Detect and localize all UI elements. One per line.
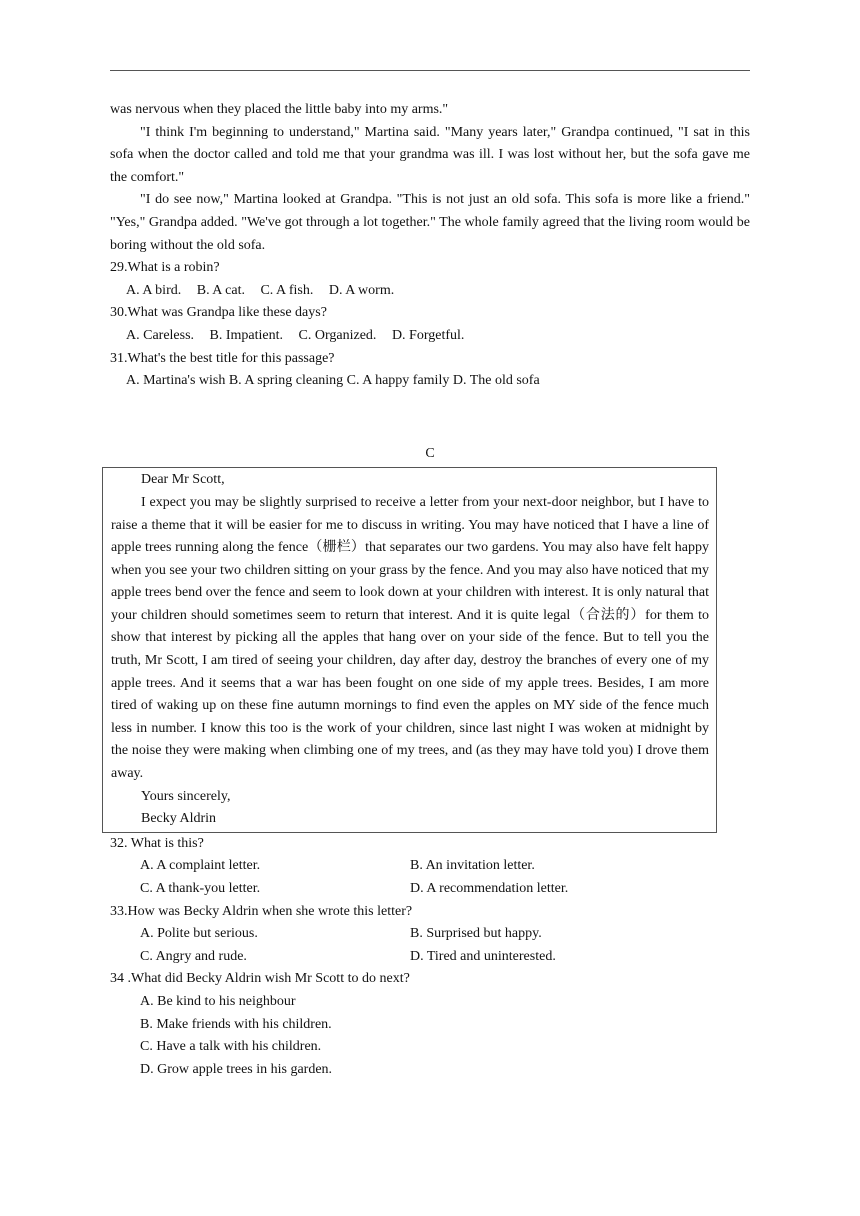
question-text: 30.What was Grandpa like these days? [110,305,327,321]
question-options [140,991,750,1081]
question-options [126,325,750,348]
option: C. A fish. [260,282,314,298]
story-paragraph: "I think I'm beginning to understand," Martina said. "Many years later," Grandpa continued, "I sat in this sofa when the doctor called and told me that your grandma was ill. I was lost without her, but the sofa gave me the comfort." [110,124,750,185]
letter-box [102,467,717,833]
section-title: C [425,445,435,461]
option: A. Polite but serious. [140,926,258,942]
question-34 [110,968,750,1081]
header-rule [110,70,750,71]
option: C. Have a talk with his children. [140,1039,322,1055]
question-text: 31.What's the best title for this passage? [110,350,335,366]
option: B. Make friends with his children. [140,1016,332,1032]
question-options [126,280,750,303]
question-29 [110,257,750,302]
question-text: 29.What is a robin? [110,260,220,276]
question-31 [110,348,750,393]
question-30 [110,302,750,347]
option: A. Careless. [126,327,195,343]
option: D. A recommendation letter. [410,881,569,896]
document-content [110,99,750,1081]
letter-salutation: Dear Mr Scott, [141,472,225,488]
story-paragraph: "I do see now," Martina looked at Grandpa. "This is not just an old sofa. This sofa is more like a friend." "Yes," Grandpa added. "We've got through a lot together." The whole family agreed that the living room would be boring without the old sofa. [110,192,750,253]
option: A. A complaint letter. [140,858,261,874]
option: C. A thank-you letter. [140,881,261,896]
question-options: A. Martina's wish B. A spring cleaning C. A happy family D. The old sofa [126,373,540,389]
option: C. Organized. [298,327,377,343]
option: B. Impatient. [209,327,284,343]
question-options [140,855,750,900]
option: D. Forgetful. [391,327,465,343]
question-text: 32. What is this? [110,835,204,851]
option: A. A bird. [126,282,182,298]
option: B. An invitation letter. [410,858,535,874]
question-text: 34 .What did Becky Aldrin wish Mr Scott to do next? [110,971,410,987]
option: D. A worm. [328,282,395,298]
question-32 [110,833,750,901]
letter-body: I expect you may be slightly surprised to receive a letter from your next-door neighbor, but I have to raise a theme that it will be easier for me to discuss in writing. You may have noticed that I have a line of apple trees running along the fence（栅栏）that separates our two gardens. You may also have felt happy when you see your two children sitting on your grass by the fence. And you may also have noticed that my apple trees bend over the fence and seem to look down at your children with interest. It is only natural that your children should sometimes seem to return that interest. And it is quite legal（合法的）for them to show that interest by picking all the apples that hang over on your side of the fence. But to tell you the truth, Mr Scott, I am tired of seeing your children, day after day, destroy the branches of every one of my apple trees. And it seems that a war has been fought on one side of my apple trees. Besides, I am more tired of waking up on these fine autumn mornings to find even the apples on MY side of the fence much less in number. I know this too is the work of your children, since last night I was woken at midnight by the noise they were making when climbing one of my trees, and (as they may have told you) I drove them away. [111,494,709,782]
letter-closing: Yours sincerely, [141,788,231,804]
question-33 [110,901,750,969]
story-paragraph: was nervous when they placed the little baby into my arms." [110,102,449,117]
option: D. Grow apple trees in his garden. [140,1061,333,1077]
question-text: 33.How was Becky Aldrin when she wrote this letter? [110,903,413,919]
option: C. Angry and rude. [140,948,247,964]
option: A. Be kind to his neighbour [140,993,296,1009]
question-options [140,923,750,968]
option: B. A cat. [196,282,245,298]
option: D. Tired and uninterested. [410,948,556,964]
letter-signature: Becky Aldrin [141,811,217,827]
option: B. Surprised but happy. [410,926,542,942]
